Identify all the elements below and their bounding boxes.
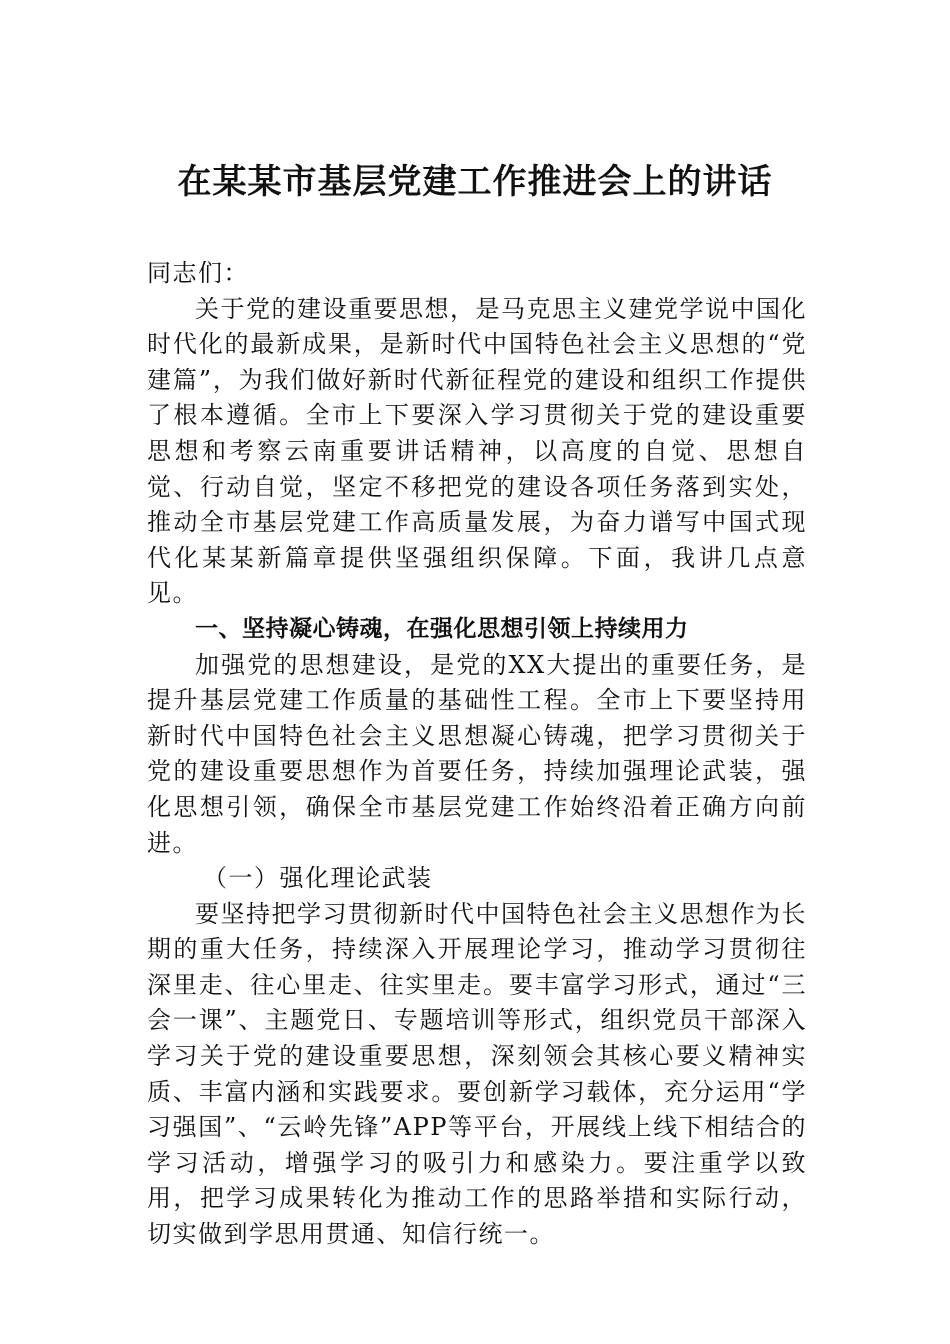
salutation: 同志们： bbox=[147, 259, 249, 287]
document-title: 在某某市基层党建工作推进会上的讲话 bbox=[177, 162, 773, 202]
subsection-1-paragraph: 要坚持把学习贯彻新时代中国特色社会主义思想作为长期的重大任务，持续深入开展理论学习，推动学习贯彻往深里走、往心里走、往实里走。要丰富学习形式，通过“三会一课”、主题党日、专题培训等形式，组织党员干部深入学习关于党的建设重要思想，深刻领会其核心要义精神实质、丰富内涵和实践要求。要创新学习载体，充分运用“学习强国”、“云岭先锋”APP等平台，开展线上线下相结合的学习活动，增强学习的吸引力和感染力。要注重学以致用，把学习成果转化为推动工作的思路举措和实际行动，切实做到学思用贯通、知信行统一。 bbox=[147, 899, 807, 1249]
document-body bbox=[147, 256, 807, 1253]
intro-paragraph: 关于党的建设重要思想，是马克思主义建党学说中国化时代化的最新成果，是新时代中国特色社会主义思想的“党建篇”，为我们做好新时代新征程党的建设和组织工作提供了根本遵循。全市上下要深入学习贯彻关于党的建设重要思想和考察云南重要讲话精神，以高度的自觉、思想自觉、行动自觉，坚定不移把党的建设各项任务落到实处，推动全市基层党建工作高质量发展，为奋力谱写中国式现代化某某新篇章提供坚强组织保障。下面，我讲几点意见。 bbox=[147, 294, 807, 608]
section-heading-1: 一、坚持凝心铸魂，在强化思想引领上持续用力 bbox=[195, 615, 689, 642]
subsection-heading-1: （一）强化理论武装 bbox=[203, 864, 433, 893]
section-1-paragraph: 加强党的思想建设，是党的XX大提出的重要任务，是提升基层党建工作质量的基础性工程。全市上下要坚持用新时代中国特色社会主义思想凝心铸魂，把学习贯彻关于党的建设重要思想作为首要任务，持续加强理论武装，强化思想引领，确保全市基层党建工作始终沿着正确方向前进。 bbox=[147, 650, 807, 857]
